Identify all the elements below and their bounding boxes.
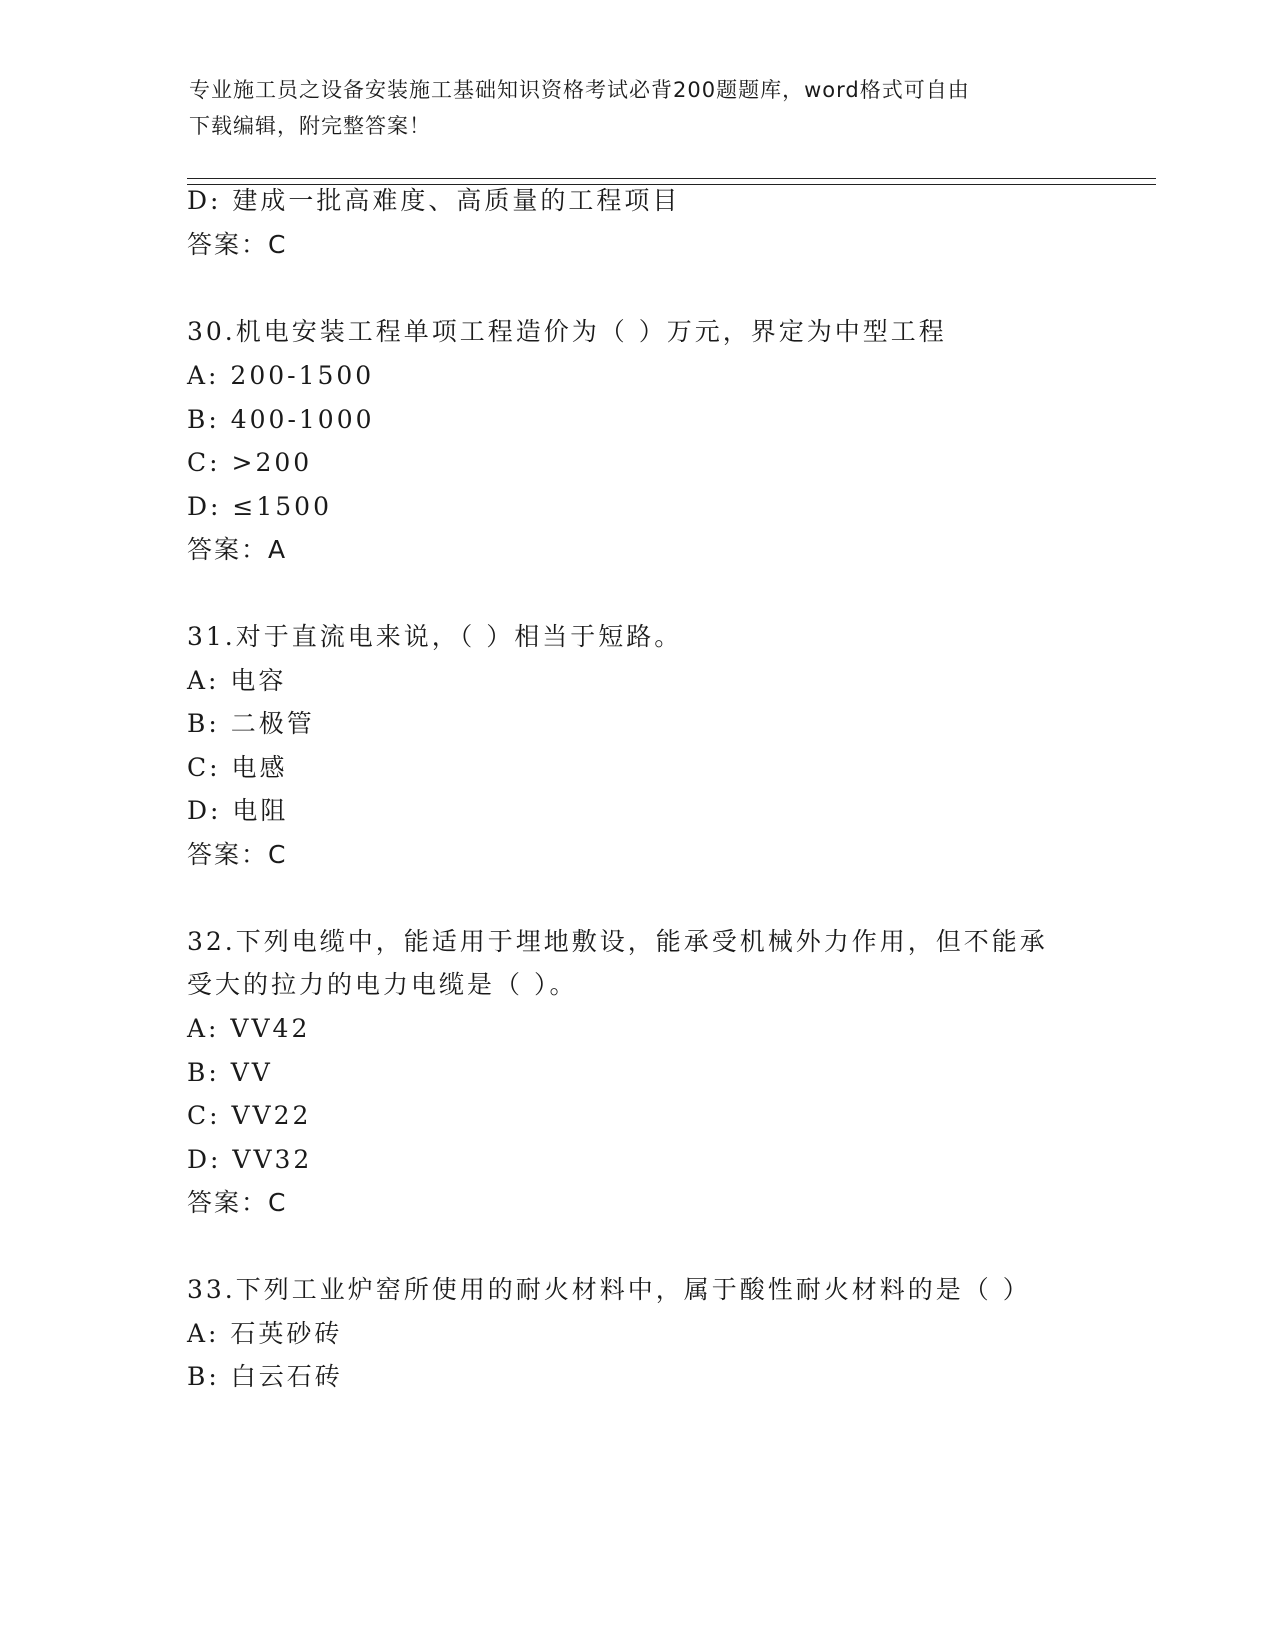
prev-answer: 答案：C <box>187 230 288 259</box>
q31-option-d: D: 电阻 <box>187 796 289 825</box>
header-divider-top <box>187 178 1156 179</box>
q31-option-c: C: 电感 <box>187 753 288 782</box>
header-divider-bottom <box>187 184 1156 185</box>
q32-option-b: B: VV <box>187 1058 273 1087</box>
q32-answer: 答案：C <box>187 1188 288 1217</box>
q33-option-b: B: 白云石砖 <box>187 1362 343 1391</box>
q30-answer: 答案：A <box>187 535 288 564</box>
q32-option-c: C: VV22 <box>187 1101 312 1130</box>
q32-stem-line-1: 32.下列电缆中，能适用于埋地敷设，能承受机械外力作用，但不能承 <box>187 927 1048 956</box>
q30-option-d: D: ≤1500 <box>187 492 332 521</box>
prev-option-d: D: 建成一批高难度、高质量的工程项目 <box>187 186 681 215</box>
q33-option-a: A: 石英砂砖 <box>187 1319 343 1348</box>
q31-stem: 31.对于直流电来说，（ ）相当于短路。 <box>187 622 683 651</box>
q31-option-b: B: 二极管 <box>187 709 315 738</box>
document-header <box>189 72 1089 144</box>
q33-stem: 33.下列工业炉窑所使用的耐火材料中，属于酸性耐火材料的是（ ） <box>187 1275 1031 1304</box>
q30-option-a: A: 200-1500 <box>187 361 375 390</box>
header-title-line-2: 下载编辑，附完整答案！ <box>189 114 431 138</box>
q30-option-b: B: 400-1000 <box>187 405 375 434</box>
q32-option-d: D: VV32 <box>187 1145 313 1174</box>
q31-answer: 答案：C <box>187 840 288 869</box>
q31-option-a: A: 电容 <box>187 666 287 695</box>
header-title-line-1: 专业施工员之设备安装施工基础知识资格考试必背200题题库，word格式可自由 <box>189 78 970 102</box>
q30-stem: 30.机电安装工程单项工程造价为（ ）万元，界定为中型工程 <box>187 317 947 346</box>
q32-option-a: A: VV42 <box>187 1014 311 1043</box>
q32-stem-line-2: 受大的拉力的电力电缆是（ ）。 <box>187 970 578 999</box>
q30-option-c: C: >200 <box>187 448 313 477</box>
